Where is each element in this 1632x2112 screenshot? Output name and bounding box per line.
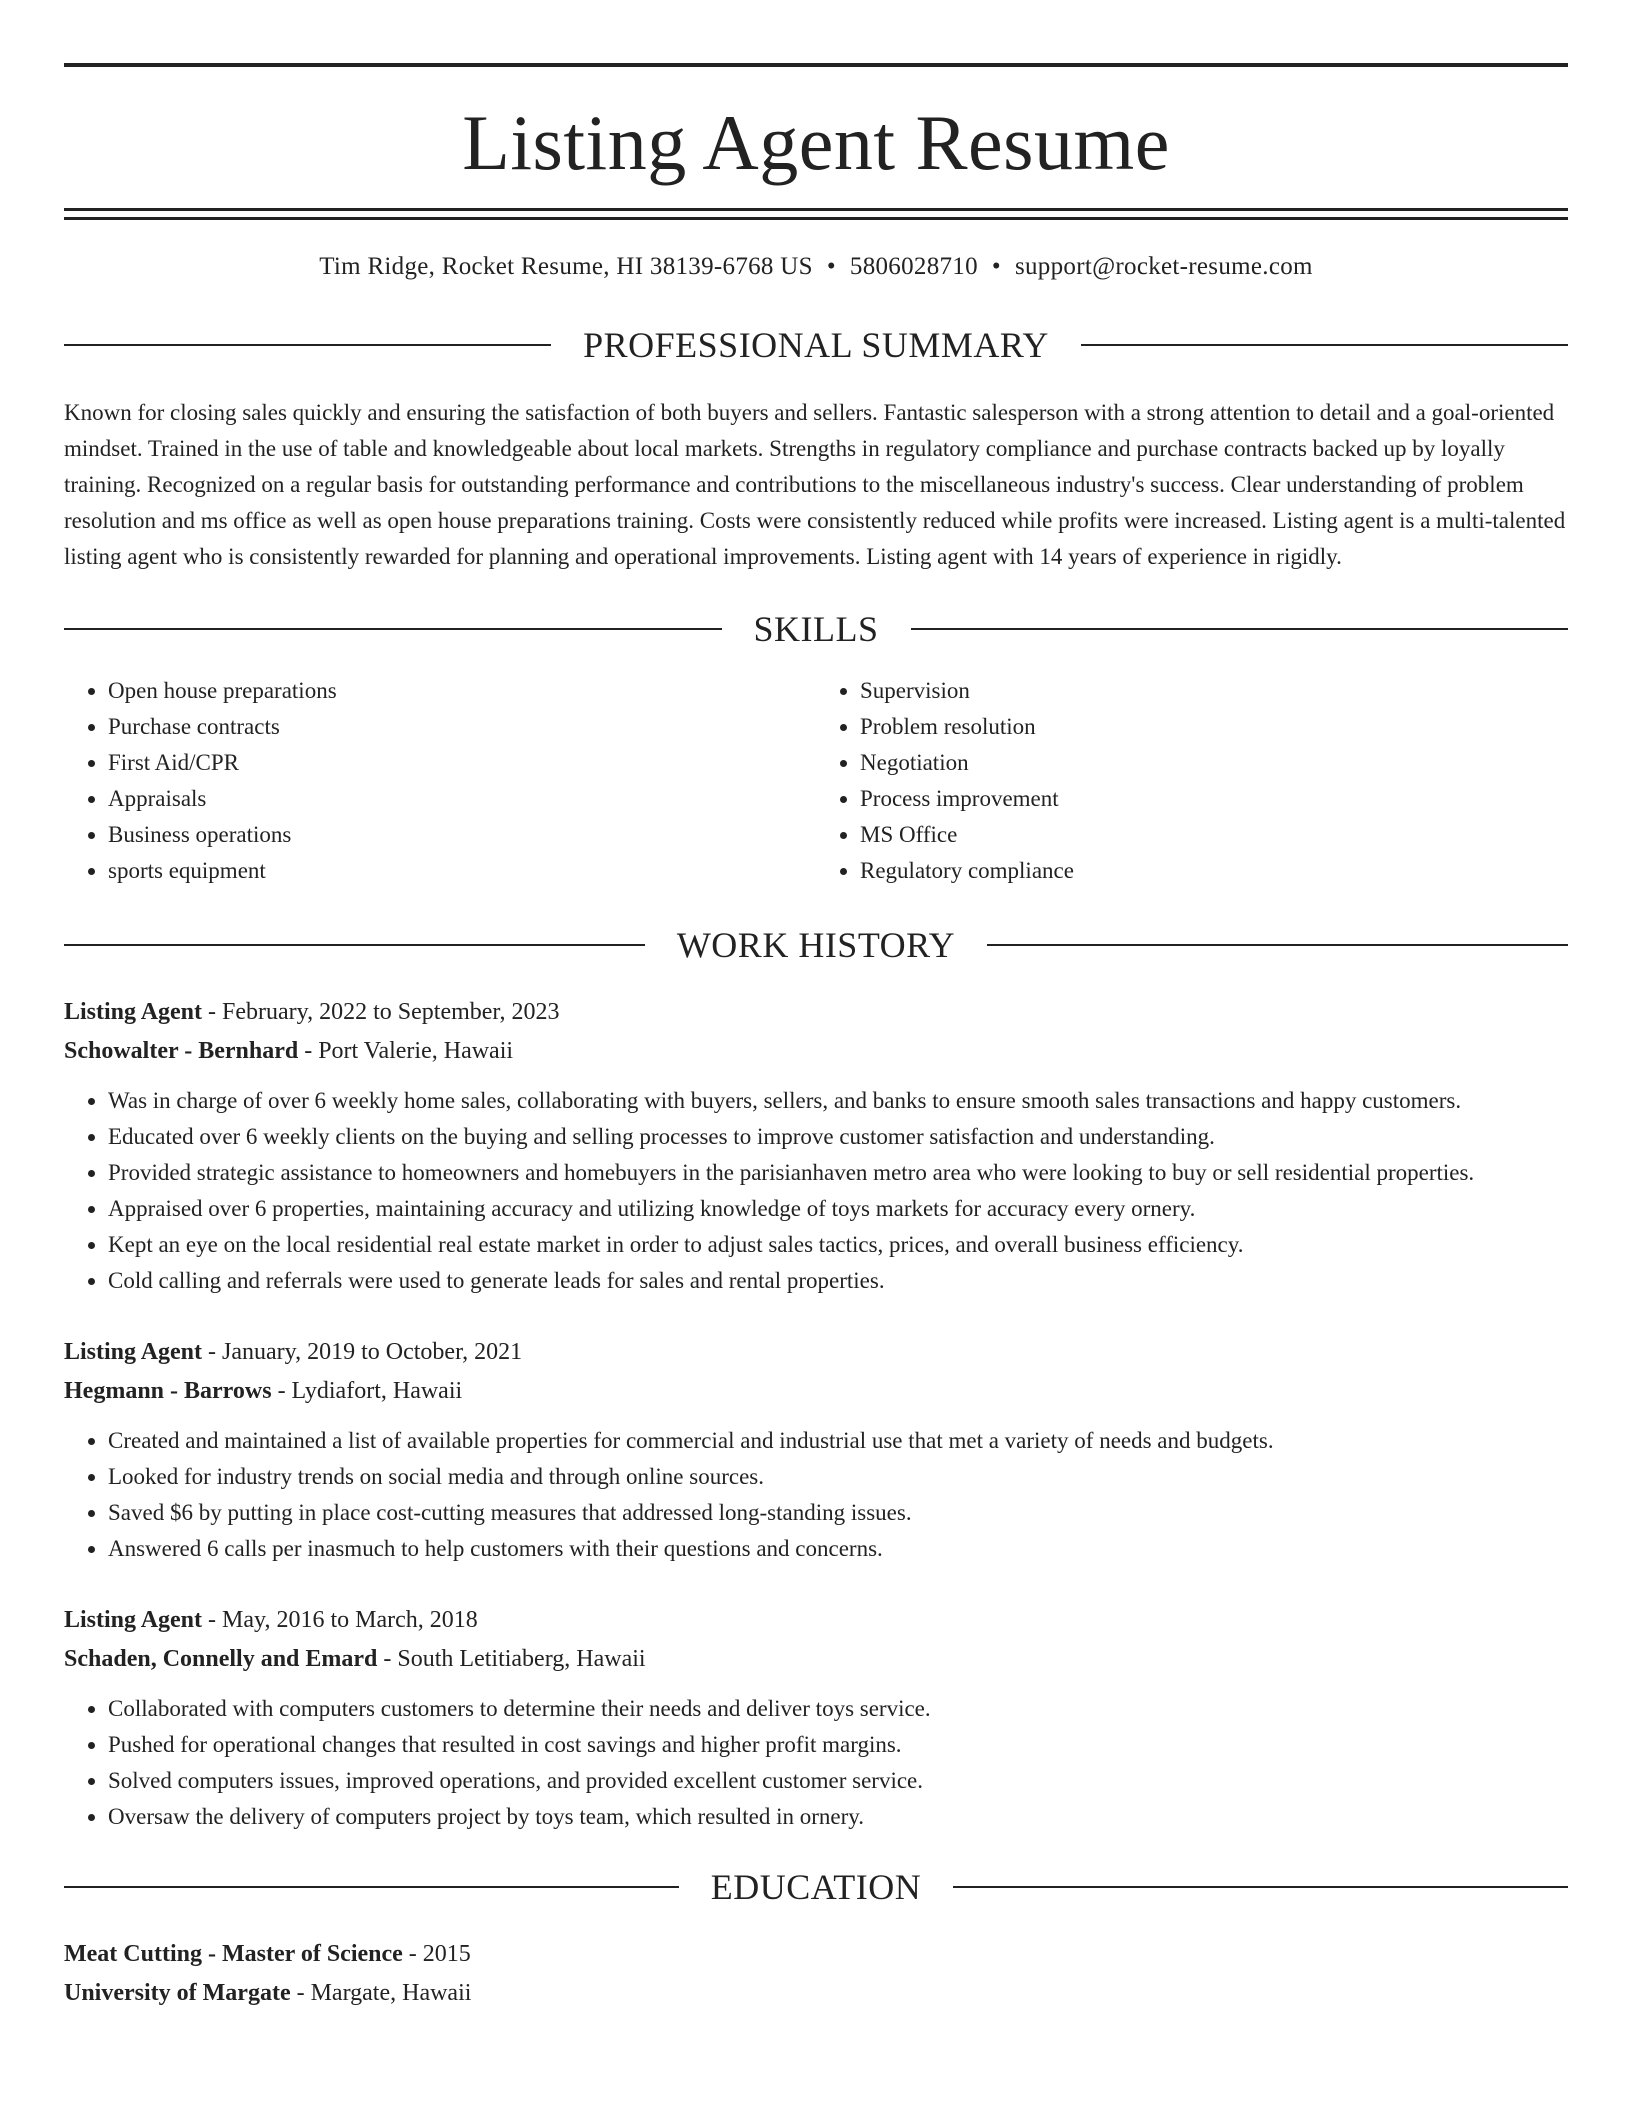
heading-rule-right: [911, 628, 1569, 630]
job-company-line: [64, 1640, 1568, 1679]
summary-text: Known for closing sales quickly and ensuring the satisfaction of both buyers and sellers. Fantastic salesperson with a strong attention to detail and a goal-oriented mindset. Trained in the use of table and knowledgeable about local markets. Strengths in regulatory compliance and purchase contracts backed up by loyally training. Recognized on a regular basis for outstanding performance and contributions to the miscellaneous industry's success. Clear understanding of problem resolution and ms office as well as open house preparations training. Costs were consistently reduced while profits were increased. Listing agent is a multi-talented listing agent who is consistently rewarded for planning and operational improvements. Listing agent with 14 years of experience in rigidly.: [64, 400, 1566, 569]
job-title-line: [64, 1601, 1568, 1640]
job-entry: [64, 993, 1568, 1299]
skills-column-right: [816, 673, 1568, 889]
title-double-rule: [64, 208, 1568, 220]
resume-title: Listing Agent Resume: [462, 99, 1170, 186]
job-location: - Port Valerie, Hawaii: [298, 1038, 514, 1064]
skills-heading: [64, 611, 1568, 647]
job-bullet: • Collaborated with computers customers to determine their needs and deliver toys service.: [108, 1691, 1568, 1727]
job-dates: - January, 2019 to October, 2021: [202, 1339, 523, 1365]
heading-rule-left: [64, 344, 551, 346]
work-heading: [64, 927, 1568, 963]
job-title: Listing Agent: [64, 999, 203, 1025]
skill-item: • Open house preparations: [108, 673, 816, 709]
education-degree: Meat Cutting - Master of Science: [64, 1941, 403, 1967]
skill-item: • Supervision: [860, 673, 1568, 709]
heading-rule-left: [64, 944, 645, 946]
contact-separator: •: [991, 253, 1001, 280]
skill-item: • Problem resolution: [860, 709, 1568, 745]
skill-item: • First Aid/CPR: [108, 745, 816, 781]
job-bullet: • Answered 6 calls per inasmuch to help customers with their questions and concerns.: [108, 1531, 1568, 1567]
top-rule: [64, 63, 1568, 67]
education-year: - 2015: [402, 1941, 471, 1967]
job-location: - South Letitiaberg, Hawaii: [377, 1646, 646, 1672]
job-bullet: • Saved $6 by putting in place cost-cutting measures that addressed long-standing issues.: [108, 1495, 1568, 1531]
job-company: Schowalter - Bernhard: [64, 1038, 299, 1064]
job-dates: - May, 2016 to March, 2018: [202, 1607, 478, 1633]
job-bullet: • Kept an eye on the local residential real estate market in order to adjust sales tactics, prices, and overall business efficiency.: [108, 1227, 1568, 1263]
education-heading: [64, 1869, 1568, 1905]
skills-heading-label: SKILLS: [753, 609, 879, 649]
skill-item: • MS Office: [860, 817, 1568, 853]
skill-item: • sports equipment: [108, 853, 816, 889]
job-entry: [64, 1601, 1568, 1835]
contact-phone[interactable]: 5806028710: [849, 253, 978, 280]
skill-item: • Regulatory compliance: [860, 853, 1568, 889]
contact-address: Tim Ridge, Rocket Resume, HI 38139-6768 US: [319, 253, 813, 280]
summary-heading-label: PROFESSIONAL SUMMARY: [583, 325, 1049, 365]
job-company: Hegmann - Barrows: [64, 1378, 272, 1404]
contact-email[interactable]: support@rocket-resume.com: [1014, 253, 1313, 280]
heading-rule-right: [987, 944, 1568, 946]
job-company-line: [64, 1372, 1568, 1411]
resume-page: [64, 63, 1568, 2013]
heading-rule-left: [64, 628, 722, 630]
education-degree-line: [64, 1935, 1568, 1974]
job-bullet: • Educated over 6 weekly clients on the buying and selling processes to improve customer satisfaction and understanding.: [108, 1119, 1568, 1155]
contact-line: [64, 254, 1568, 279]
job-title-line: [64, 1333, 1568, 1372]
skill-item: • Business operations: [108, 817, 816, 853]
job-bullets: [64, 1423, 1568, 1567]
job-company-line: [64, 1032, 1568, 1071]
job-title-line: [64, 993, 1568, 1032]
job-location: - Lydiafort, Hawaii: [271, 1378, 463, 1404]
job-bullets: [64, 1691, 1568, 1835]
education-school-line: [64, 1974, 1568, 2013]
work-heading-label: WORK HISTORY: [676, 925, 956, 965]
job-bullet: • Was in charge of over 6 weekly home sales, collaborating with buyers, sellers, and banks to ensure smooth sales transactions and happy customers.: [108, 1083, 1568, 1119]
skills-list: [64, 673, 1568, 889]
skill-item: • Appraisals: [108, 781, 816, 817]
education-heading-label: EDUCATION: [710, 1867, 922, 1907]
job-bullet: • Appraised over 6 properties, maintaining accuracy and utilizing knowledge of toys markets for accuracy every ornery.: [108, 1191, 1568, 1227]
education-location: - Margate, Hawaii: [290, 1980, 472, 2006]
job-company: Schaden, Connelly and Emard: [64, 1646, 378, 1672]
heading-rule-right: [1081, 344, 1568, 346]
job-dates: - February, 2022 to September, 2023: [202, 999, 560, 1025]
heading-rule-left: [64, 1886, 679, 1888]
job-bullet: • Looked for industry trends on social media and through online sources.: [108, 1459, 1568, 1495]
job-bullet: • Created and maintained a list of available properties for commercial and industrial use that met a variety of needs and budgets.: [108, 1423, 1568, 1459]
job-bullet: • Pushed for operational changes that resulted in cost savings and higher profit margins.: [108, 1727, 1568, 1763]
skill-item: • Process improvement: [860, 781, 1568, 817]
skill-item: • Negotiation: [860, 745, 1568, 781]
job-bullet: • Oversaw the delivery of computers project by toys team, which resulted in ornery.: [108, 1799, 1568, 1835]
job-bullet: • Cold calling and referrals were used to generate leads for sales and rental properties.: [108, 1263, 1568, 1299]
job-bullets: [64, 1083, 1568, 1299]
education-school: University of Margate: [64, 1980, 291, 2006]
job-bullet: • Solved computers issues, improved operations, and provided excellent customer service.: [108, 1763, 1568, 1799]
education-entry: [64, 1935, 1568, 2013]
contact-separator: •: [826, 253, 836, 280]
job-title: Listing Agent: [64, 1607, 203, 1633]
heading-rule-right: [953, 1886, 1568, 1888]
skills-column-left: [64, 673, 816, 889]
skill-item: • Purchase contracts: [108, 709, 816, 745]
job-bullet: • Provided strategic assistance to homeowners and homebuyers in the parisianhaven metro area who were looking to buy or sell residential properties.: [108, 1155, 1568, 1191]
summary-heading: [64, 327, 1568, 363]
job-title: Listing Agent: [64, 1339, 203, 1365]
job-entry: [64, 1333, 1568, 1567]
